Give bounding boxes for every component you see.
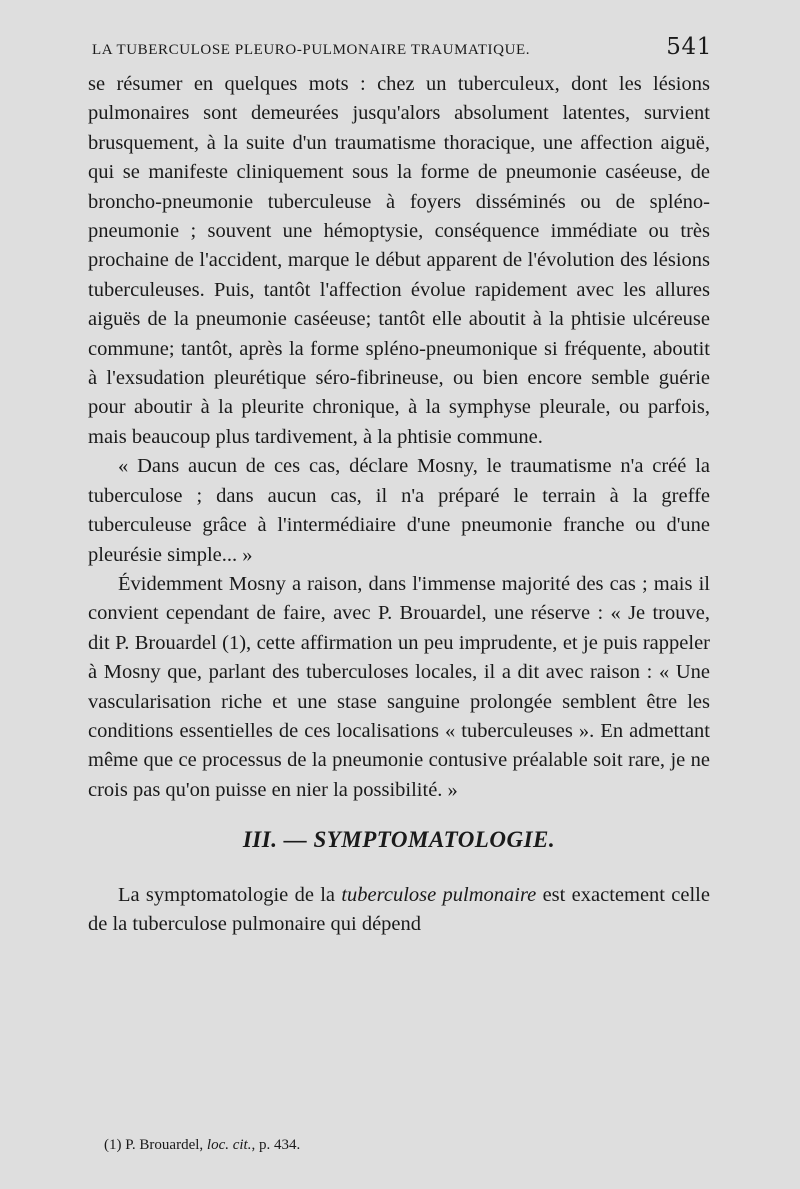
section-paragraph xyxy=(88,881,710,940)
page-header xyxy=(92,34,712,60)
section-paragraph-end: est exactement celle de la tuberculose pulmonaire qui dépend xyxy=(88,883,710,935)
footnote-marker: (1) P. Brouardel, xyxy=(104,1137,207,1153)
section-paragraph-start: La symptomatologie de la xyxy=(118,883,342,906)
page-body xyxy=(88,70,710,939)
page-number: 541 xyxy=(666,34,712,60)
footnote-page: , p. 434. xyxy=(251,1137,301,1153)
paragraph-2: « Dans aucun de ces cas, déclare Mosny, le traumatisme n'a créé la tuberculose ; dans aucun cas, il n'a préparé le terrain à la greffe tuberculeuse grâce à l'intermédiaire d'une pneumonie franche ou d'une pleurésie simple... » xyxy=(88,455,710,566)
footnote xyxy=(104,1137,704,1154)
section-paragraph-emphasis: tuberculose pulmonaire xyxy=(341,883,537,906)
paragraph-3: Évidemment Mosny a raison, dans l'immense majorité des cas ; mais il convient cependant de faire, avec P. Brouardel, une réserve : « Je trouve, dit P. Brouardel (1), cette affirmation un peu imprudente, et je puis rappeler à Mosny que, parlant des tuberculoses locales, il a dit avec raison : « Une vascularisation riche et une stase sanguine prolongée semblent être les conditions essentielles de ces localisations « tuberculeuses ». En admettant même que ce processus de la pneumonie contusive préalable soit rare, je ne crois pas qu'on puisse en nier la possibilité. » xyxy=(88,572,710,801)
paragraph-1: se résumer en quelques mots : chez un tuberculeux, dont les lésions pulmonaires sont demeurées jusqu'alors absolument latentes, survient brusquement, à la suite d'un traumatisme thoracique, une affection aiguë, qui se manifeste cliniquement sous la forme de pneumonie caséeuse, de broncho-pneumonie tuberculeuse à foyers disséminés ou de spléno-pneumonie ; souvent une hémoptysie, conséquence immédiate ou très prochaine de l'accident, marque le début apparent de l'évolution des lésions tuberculeuses. Puis, tantôt l'affection évolue rapidement avec les allures aiguës de la pneumonie caséeuse; tantôt elle aboutit à la phtisie ulcéreuse commune; tantôt, après la forme spléno-pneumonique si fréquente, aboutit à l'exsudation pleurétique séro-fibrineuse, ou bien encore semble guérie pour aboutir à la pleurite chronique, à la symphyse pleurale, ou parfois, mais beaucoup plus tardivement, à la phtisie commune. xyxy=(88,73,710,448)
section-heading: III. — SYMPTOMATOLOGIE. xyxy=(242,827,556,853)
running-head: LA TUBERCULOSE PLEURO-PULMONAIRE TRAUMATIQUE. xyxy=(92,42,531,58)
footnote-citation: loc. cit. xyxy=(206,1137,252,1153)
